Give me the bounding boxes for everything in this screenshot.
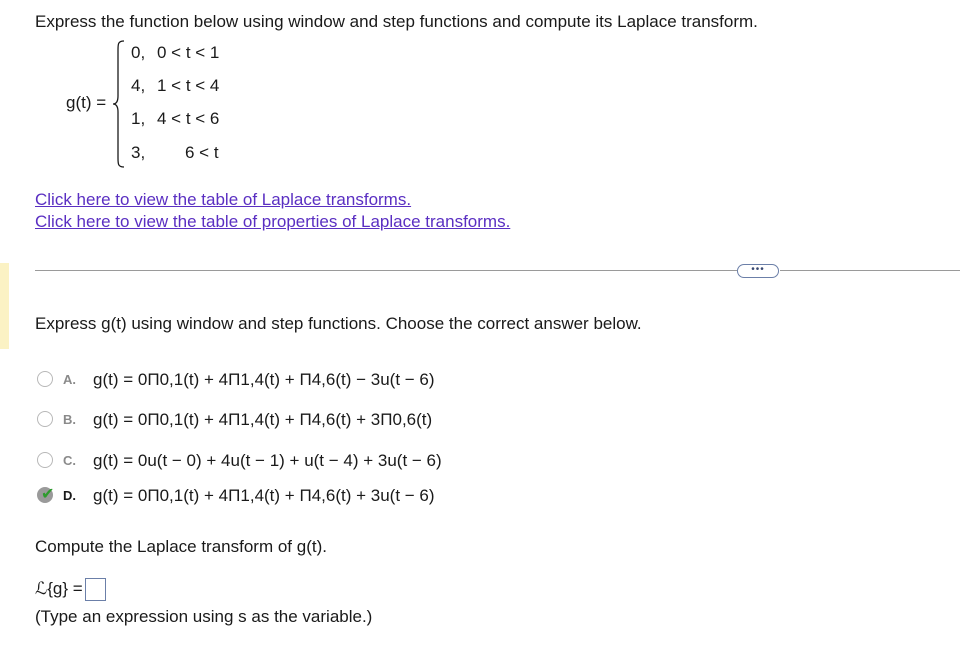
question-prompt: Express the function below using window and step functions and compute its Laplace transform. bbox=[35, 12, 758, 31]
more-options-button[interactable]: ••• bbox=[737, 264, 779, 278]
option-letter: A. bbox=[63, 372, 76, 387]
radio-button[interactable] bbox=[37, 452, 53, 468]
properties-table-link[interactable]: Click here to view the table of properties of Laplace transforms. bbox=[35, 212, 511, 231]
part2-prompt: Compute the Laplace transform of g(t). bbox=[35, 537, 327, 556]
option-expression: g(t) = 0Π0,1(t) + 4Π1,4(t) + Π4,6(t) − 3u(t − 6) bbox=[93, 370, 435, 389]
laplace-answer-row bbox=[35, 578, 106, 601]
case-value: 1, bbox=[131, 109, 146, 128]
checkmark-icon: ✔ bbox=[41, 486, 55, 503]
radio-button[interactable] bbox=[37, 411, 53, 427]
laplace-label: ℒ{g} = bbox=[35, 578, 83, 598]
case-condition: 4 < t < 6 bbox=[157, 109, 220, 128]
option-expression: g(t) = 0u(t − 0) + 4u(t − 1) + u(t − 4) + 3u(t − 6) bbox=[93, 451, 442, 470]
option-letter: D. bbox=[63, 488, 76, 503]
option-expression: g(t) = 0Π0,1(t) + 4Π1,4(t) + Π4,6(t) + 3Π0,6(t) bbox=[93, 410, 433, 429]
case-condition: 6 < t bbox=[185, 143, 219, 162]
laplace-answer-input[interactable] bbox=[85, 578, 106, 601]
option-letter: B. bbox=[63, 412, 76, 427]
laplace-table-link[interactable]: Click here to view the table of Laplace transforms. bbox=[35, 190, 412, 209]
answer-hint: (Type an expression using s as the variable.) bbox=[35, 607, 373, 626]
case-condition: 1 < t < 4 bbox=[157, 76, 220, 95]
case-value: 4, bbox=[131, 76, 146, 95]
part1-prompt: Express g(t) using window and step functions. Choose the correct answer below. bbox=[35, 314, 642, 333]
section-divider bbox=[35, 270, 737, 271]
case-value: 3, bbox=[131, 143, 146, 162]
section-divider-right bbox=[780, 270, 960, 271]
option-expression: g(t) = 0Π0,1(t) + 4Π1,4(t) + Π4,6(t) + 3u(t − 6) bbox=[93, 486, 435, 505]
function-label: g(t) = bbox=[66, 93, 107, 112]
case-condition: 0 < t < 1 bbox=[157, 43, 220, 62]
case-value: 0, bbox=[131, 43, 146, 62]
left-side-tab bbox=[0, 263, 9, 349]
piecewise-brace bbox=[112, 40, 126, 168]
radio-button[interactable] bbox=[37, 371, 53, 387]
option-letter: C. bbox=[63, 453, 76, 468]
